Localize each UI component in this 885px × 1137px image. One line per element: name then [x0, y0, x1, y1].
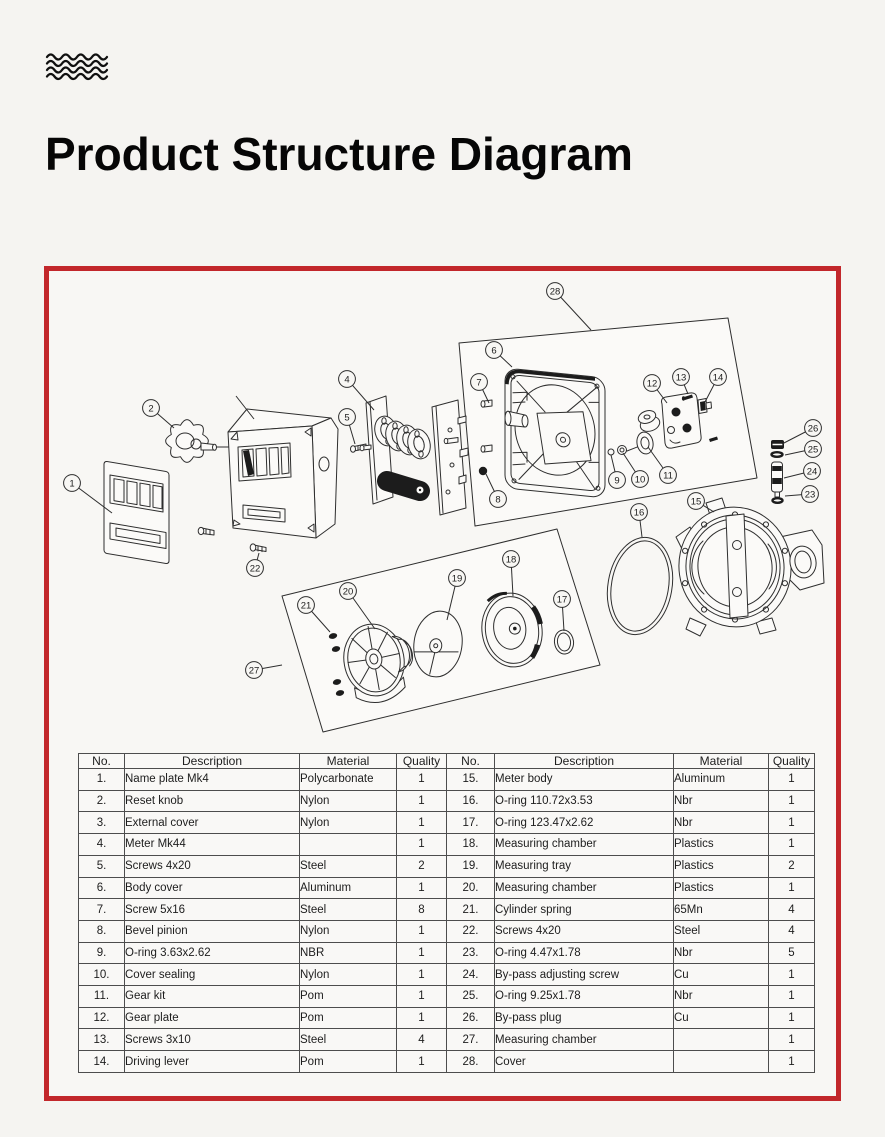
- cell-quality: 1: [397, 834, 447, 856]
- callout-23: [785, 486, 818, 503]
- parts-row-7: [79, 899, 815, 921]
- by-pass-adjusting-screw: [772, 462, 783, 497]
- cell-description: Gear kit: [125, 986, 300, 1008]
- cell-description: Meter Mk44: [125, 834, 300, 856]
- cell-quality: 1: [397, 877, 447, 899]
- column-header-material: Material: [674, 754, 769, 769]
- svg-text:1: 1: [69, 478, 75, 490]
- cell-no: 22.: [447, 920, 495, 942]
- cell-description: External cover: [125, 812, 300, 834]
- cell-no: 5.: [79, 855, 125, 877]
- cell-quality: 1: [769, 964, 815, 986]
- callout-4: [339, 371, 374, 410]
- svg-text:18: 18: [505, 554, 517, 566]
- cell-quality: 4: [769, 899, 815, 921]
- cell-quality: 1: [397, 790, 447, 812]
- column-header-material: Material: [300, 754, 397, 769]
- cell-quality: 1: [397, 986, 447, 1008]
- cell-material: [300, 834, 397, 856]
- cell-description: Body cover: [125, 877, 300, 899]
- cell-material: Nylon: [300, 964, 397, 986]
- page-title: Product Structure Diagram: [45, 128, 633, 180]
- svg-text:25: 25: [807, 444, 819, 456]
- cell-material: Plastics: [674, 834, 769, 856]
- cell-quality: 1: [769, 1029, 815, 1051]
- cell-material: Nbr: [674, 986, 769, 1008]
- cell-description: Measuring chamber: [495, 1029, 674, 1051]
- column-header-description: Description: [495, 754, 674, 769]
- cell-no: 13.: [79, 1029, 125, 1051]
- callout-5: [339, 409, 356, 444]
- cell-material: Cu: [674, 1007, 769, 1029]
- cell-quality: 1: [397, 920, 447, 942]
- svg-text:12: 12: [646, 378, 658, 390]
- svg-text:26: 26: [807, 423, 819, 435]
- cell-description: Meter body: [495, 769, 674, 791]
- cell-description: Name plate Mk4: [125, 769, 300, 791]
- external-cover: [228, 409, 338, 538]
- svg-text:14: 14: [712, 372, 724, 384]
- cell-no: 8.: [79, 920, 125, 942]
- cell-description: Cover sealing: [125, 964, 300, 986]
- cell-no: 7.: [79, 899, 125, 921]
- bevel-pinion: [479, 467, 487, 475]
- cell-material: NBR: [300, 942, 397, 964]
- cell-no: 9.: [79, 942, 125, 964]
- cell-description: Bevel pinion: [125, 920, 300, 942]
- callout-27: [246, 662, 282, 679]
- parts-row-2: [79, 790, 815, 812]
- callout-25: [785, 441, 821, 458]
- parts-row-11: [79, 986, 815, 1008]
- svg-text:10: 10: [634, 474, 646, 486]
- cell-material: Pom: [300, 1051, 397, 1073]
- cell-description: Measuring tray: [495, 855, 674, 877]
- body-cover: [505, 368, 605, 498]
- column-header-quality: Quality: [769, 754, 815, 769]
- column-header-quality: Quality: [397, 754, 447, 769]
- cell-material: Steel: [674, 920, 769, 942]
- meter-body: [671, 498, 824, 636]
- cell-no: 20.: [447, 877, 495, 899]
- cell-material: Nylon: [300, 812, 397, 834]
- cell-material: Polycarbonate: [300, 769, 397, 791]
- waves-icon: [45, 52, 111, 86]
- svg-text:19: 19: [451, 573, 463, 585]
- svg-text:13: 13: [675, 372, 687, 384]
- cell-no: 21.: [447, 899, 495, 921]
- cell-quality: 1: [769, 986, 815, 1008]
- svg-text:5: 5: [344, 412, 350, 424]
- exploded-view-diagram: [49, 271, 836, 753]
- svg-text:23: 23: [804, 489, 816, 501]
- cell-material: Nylon: [300, 920, 397, 942]
- cell-quality: 1: [769, 812, 815, 834]
- cell-no: 27.: [447, 1029, 495, 1051]
- callout-2: [143, 400, 174, 428]
- cell-description: Screws 4x20: [125, 855, 300, 877]
- cell-description: Screws 4x20: [495, 920, 674, 942]
- column-header-no: No.: [79, 754, 125, 769]
- cell-material: Nbr: [674, 790, 769, 812]
- cell-description: Gear plate: [125, 1007, 300, 1029]
- svg-text:20: 20: [342, 586, 354, 598]
- cell-quality: 1: [397, 812, 447, 834]
- svg-text:27: 27: [248, 665, 260, 677]
- cell-no: 4.: [79, 834, 125, 856]
- parts-row-1: [79, 769, 815, 791]
- cell-quality: 1: [397, 964, 447, 986]
- o-ring-110-72: [600, 532, 680, 640]
- callout-22: [247, 553, 264, 576]
- cell-description: Cover: [495, 1051, 674, 1073]
- cell-material: Nylon: [300, 790, 397, 812]
- cell-material: Plastics: [674, 855, 769, 877]
- cell-description: Driving lever: [125, 1051, 300, 1073]
- parts-row-3: [79, 812, 815, 834]
- by-pass-plug: [771, 440, 784, 449]
- callout-24: [784, 463, 820, 480]
- cell-description: Measuring chamber: [495, 834, 674, 856]
- cell-material: Steel: [300, 855, 397, 877]
- cell-quality: 1: [769, 769, 815, 791]
- svg-text:24: 24: [806, 466, 818, 478]
- cell-quality: 1: [397, 769, 447, 791]
- cell-material: Pom: [300, 1007, 397, 1029]
- cell-no: 19.: [447, 855, 495, 877]
- cell-description: O-ring 123.47x2.62: [495, 812, 674, 834]
- cell-material: Pom: [300, 986, 397, 1008]
- svg-text:8: 8: [495, 494, 501, 506]
- cell-material: [674, 1051, 769, 1073]
- cell-no: 24.: [447, 964, 495, 986]
- svg-text:4: 4: [344, 374, 350, 386]
- cell-material: Aluminum: [300, 877, 397, 899]
- cell-no: 16.: [447, 790, 495, 812]
- o-ring-9-25: [772, 452, 783, 457]
- parts-row-4: [79, 834, 815, 856]
- svg-text:11: 11: [663, 470, 673, 482]
- column-header-no: No.: [447, 754, 495, 769]
- cell-no: 12.: [79, 1007, 125, 1029]
- cell-description: Screw 5x16: [125, 899, 300, 921]
- svg-text:16: 16: [633, 507, 645, 519]
- cell-quality: 4: [397, 1029, 447, 1051]
- callout-28: [547, 283, 591, 330]
- cell-quality: 1: [769, 1051, 815, 1073]
- cell-quality: 1: [397, 942, 447, 964]
- cell-quality: 4: [769, 920, 815, 942]
- cell-no: 3.: [79, 812, 125, 834]
- cell-quality: 1: [397, 1051, 447, 1073]
- cell-no: 25.: [447, 986, 495, 1008]
- cell-no: 28.: [447, 1051, 495, 1073]
- cell-description: By-pass plug: [495, 1007, 674, 1029]
- parts-table: [78, 753, 815, 1073]
- cell-no: 10.: [79, 964, 125, 986]
- cell-no: 14.: [79, 1051, 125, 1073]
- cell-quality: 1: [769, 834, 815, 856]
- cell-quality: 2: [769, 855, 815, 877]
- parts-row-10: [79, 964, 815, 986]
- cell-description: Reset knob: [125, 790, 300, 812]
- svg-text:22: 22: [249, 563, 261, 575]
- cell-description: O-ring 110.72x3.53: [495, 790, 674, 812]
- cell-no: 6.: [79, 877, 125, 899]
- cell-quality: 1: [769, 1007, 815, 1029]
- parts-row-8: [79, 920, 815, 942]
- cell-description: O-ring 3.63x2.62: [125, 942, 300, 964]
- cell-no: 15.: [447, 769, 495, 791]
- cell-description: Screws 3x10: [125, 1029, 300, 1051]
- cell-no: 1.: [79, 769, 125, 791]
- cell-material: Plastics: [674, 877, 769, 899]
- parts-row-13: [79, 1029, 815, 1051]
- cell-no: 2.: [79, 790, 125, 812]
- name-plate: [104, 461, 169, 564]
- cell-description: O-ring 9.25x1.78: [495, 986, 674, 1008]
- cell-no: 26.: [447, 1007, 495, 1029]
- meter-mk44: [360, 396, 468, 515]
- o-ring-4-47: [773, 498, 783, 503]
- parts-table-header: [79, 754, 815, 769]
- reset-knob: [166, 420, 230, 463]
- parts-row-6: [79, 877, 815, 899]
- cell-no: 11.: [79, 986, 125, 1008]
- svg-text:6: 6: [491, 345, 497, 357]
- gear-plate: [662, 393, 702, 448]
- cell-description: Cylinder spring: [495, 899, 674, 921]
- svg-text:17: 17: [556, 594, 568, 606]
- cell-material: Aluminum: [674, 769, 769, 791]
- cell-material: Nbr: [674, 942, 769, 964]
- callout-26: [782, 420, 821, 444]
- cell-description: O-ring 4.47x1.78: [495, 942, 674, 964]
- cell-quality: 8: [397, 899, 447, 921]
- cell-material: [674, 1029, 769, 1051]
- svg-text:2: 2: [148, 403, 154, 415]
- parts-row-9: [79, 942, 815, 964]
- svg-text:21: 21: [300, 600, 312, 612]
- cell-material: Cu: [674, 964, 769, 986]
- cell-material: 65Mn: [674, 899, 769, 921]
- cell-no: 23.: [447, 942, 495, 964]
- parts-row-12: [79, 1007, 815, 1029]
- cell-quality: 1: [769, 877, 815, 899]
- cell-material: Steel: [300, 1029, 397, 1051]
- cell-no: 17.: [447, 812, 495, 834]
- callout-16: [631, 504, 648, 537]
- cell-no: 18.: [447, 834, 495, 856]
- svg-text:28: 28: [549, 286, 561, 298]
- parts-row-5: [79, 855, 815, 877]
- cell-quality: 5: [769, 942, 815, 964]
- parts-row-14: [79, 1051, 815, 1073]
- cell-quality: 1: [769, 790, 815, 812]
- cell-material: Nbr: [674, 812, 769, 834]
- svg-text:7: 7: [476, 377, 482, 389]
- svg-text:15: 15: [690, 496, 702, 508]
- cell-description: Measuring chamber: [495, 877, 674, 899]
- cell-quality: 2: [397, 855, 447, 877]
- cell-quality: 1: [397, 1007, 447, 1029]
- column-header-description: Description: [125, 754, 300, 769]
- cell-description: By-pass adjusting screw: [495, 964, 674, 986]
- svg-text:9: 9: [614, 475, 620, 487]
- cell-material: Steel: [300, 899, 397, 921]
